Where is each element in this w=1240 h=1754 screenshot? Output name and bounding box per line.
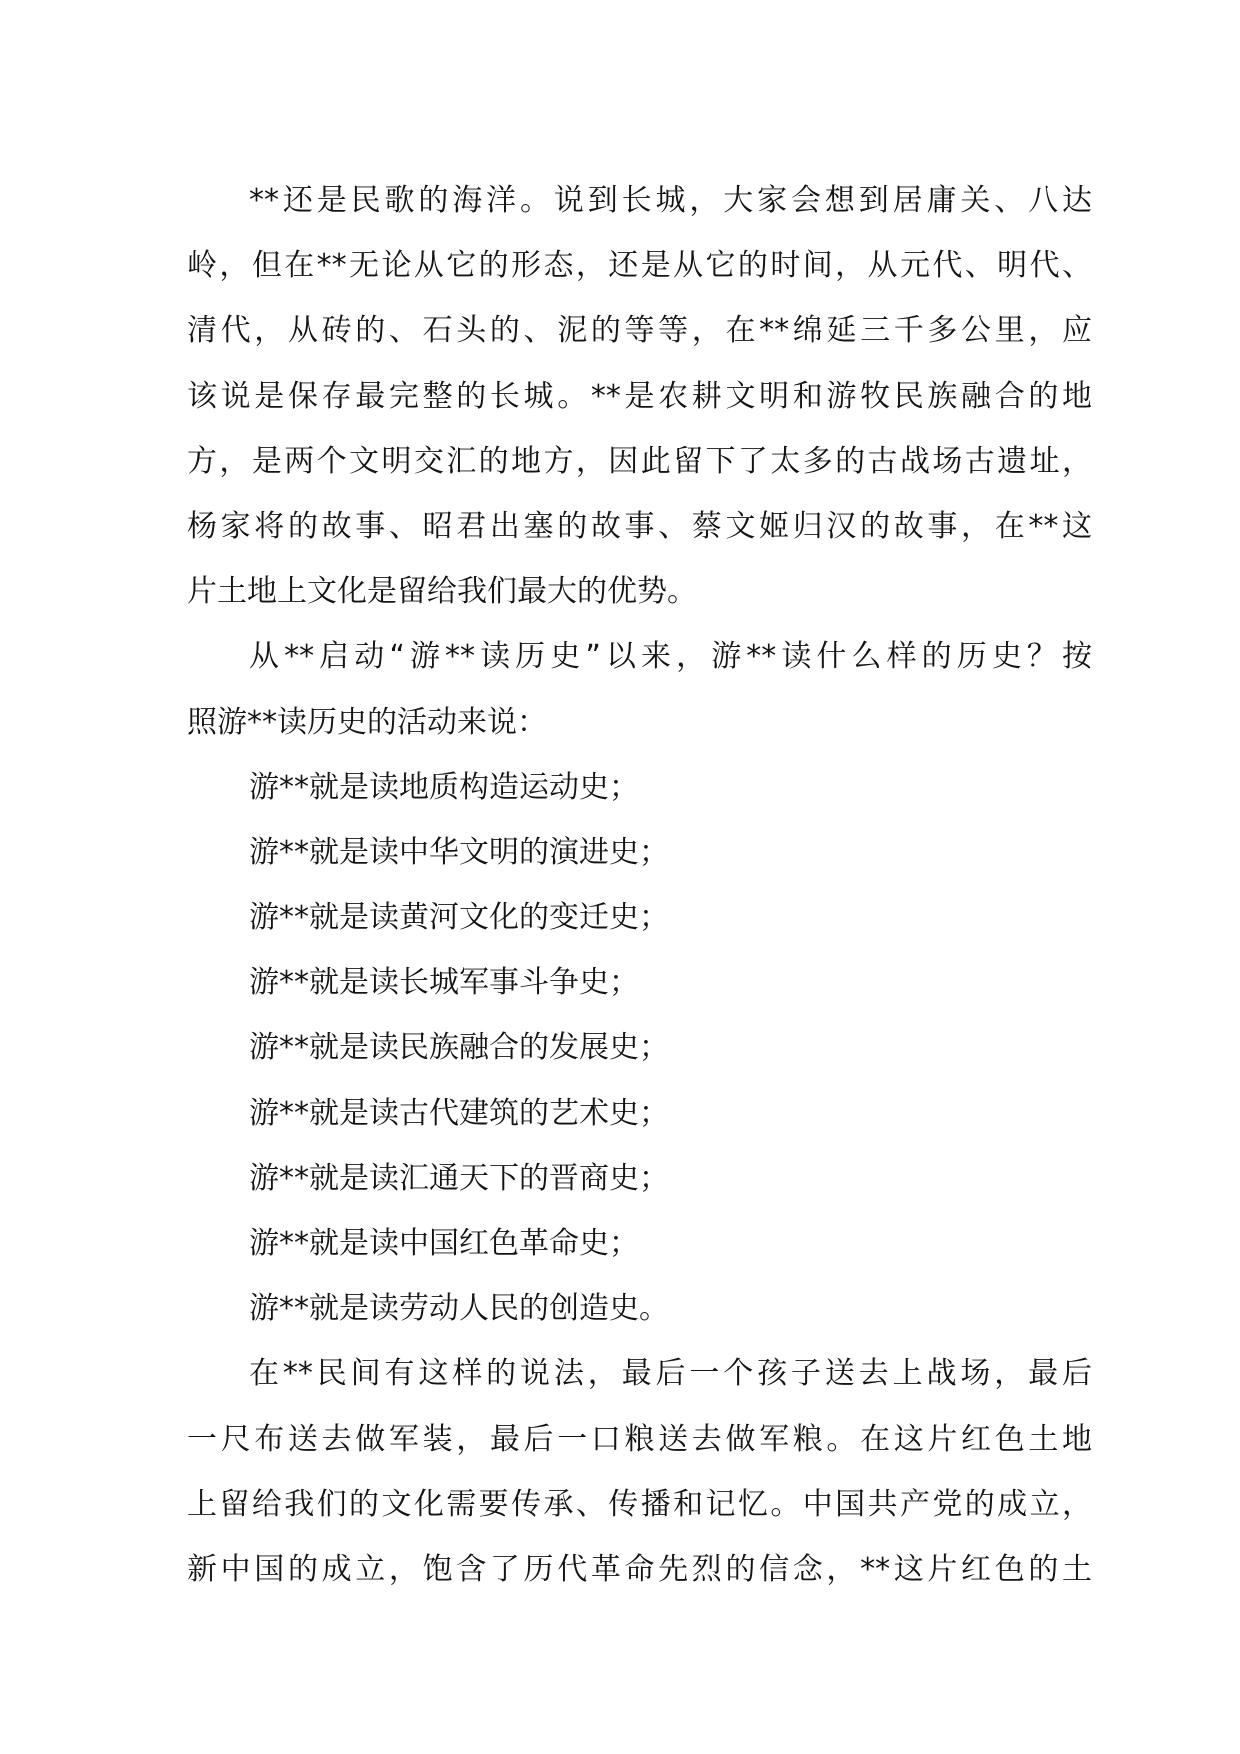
list-item: 游**就是读汇通天下的晋商史；: [249, 1160, 669, 1196]
text-line: 方，是两个文明交汇的地方，因此留下了太多的古战场古遗址，: [187, 443, 1092, 479]
text-line: 清代，从砖的、石头的、泥的等等，在**绵延三千多公里，应: [187, 313, 1092, 349]
text-line: 上留给我们的文化需要传承、传播和记忆。中国共产党的成立，: [187, 1486, 1092, 1522]
text-line: 杨家将的故事、昭君出塞的故事、蔡文姬归汉的故事，在**这: [187, 508, 1092, 544]
list-item: 游**就是读劳动人民的创造史。: [249, 1291, 669, 1327]
list-item: 游**就是读长城军事斗争史；: [249, 965, 639, 1001]
text-line: 新中国的成立，饱含了历代革命先烈的信念，**这片红色的土: [187, 1551, 1092, 1587]
list-item: 游**就是读中国红色革命史；: [249, 1226, 639, 1261]
text-line: 在**民间有这样的说法，最后一个孩子送去上战场，最后: [249, 1356, 1092, 1392]
text-line: 该说是保存最完整的长城。**是农耕文明和游牧民族融合的地: [187, 378, 1092, 414]
text-line: 从**启动“游**读历史”以来，游**读什么样的历史？按: [249, 639, 1092, 675]
document-body: [187, 168, 1092, 1602]
list-item: 游**就是读民族融合的发展史；: [249, 1030, 669, 1066]
list-item: 游**就是读地质构造运动史；: [249, 769, 639, 805]
list-item: 游**就是读黄河文化的变迁史；: [249, 900, 669, 936]
text-line: 岭，但在**无论从它的形态，还是从它的时间，从元代、明代、: [187, 248, 1092, 284]
text-line: **还是民歌的海洋。说到长城，大家会想到居庸关、八达: [249, 183, 1092, 218]
text-line: 片土地上文化是留给我们最大的优势。: [187, 574, 697, 610]
text-line: 照游**读历史的活动来说：: [187, 704, 547, 740]
list-item: 游**就是读古代建筑的艺术史；: [249, 1095, 669, 1131]
list-item: 游**就是读中华文明的演进史；: [249, 834, 669, 870]
text-line: 一尺布送去做军装，最后一口粮送去做军粮。在这片红色土地: [187, 1421, 1092, 1457]
